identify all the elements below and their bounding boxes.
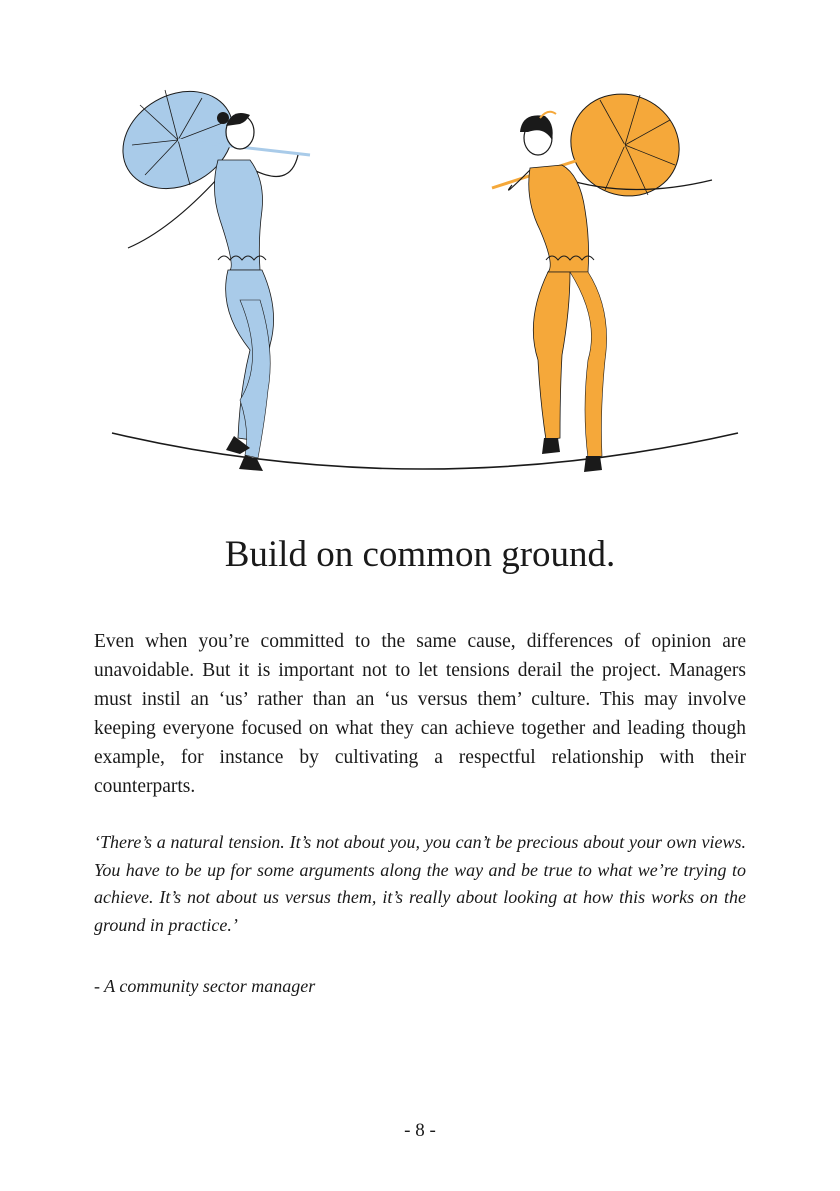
orange-tightrope-walker — [492, 76, 712, 472]
manager-quote: ‘There’s a natural tension. It’s not about you, you can’t be precious about your own views. You have to be up for some arguments along the way and be true to what we’re trying to achieve. It’s not about us versus them, it’s really about looking at how this works on the ground in practice.’ — [94, 832, 746, 935]
body-paragraph: Even when you’re committed to the same cause, differences of opinion are unavoidable. But it is important not to let tensions derail the project. Managers must instil an ‘us’ rather than an ‘us versus them’ culture. This may involve keeping everyone focused on what they can achieve together and leading though example, for instance by cultivating a respectful relationship with their counterparts. — [94, 631, 746, 797]
blue-parasol — [105, 72, 310, 208]
page-number: - 8 - — [404, 1120, 436, 1141]
orange-parasol — [492, 76, 696, 213]
tightrope-line — [112, 433, 738, 469]
blue-tightrope-walker — [105, 72, 310, 471]
quote-attribution: - A community sector manager — [94, 976, 316, 996]
page-heading: Build on common ground. — [224, 534, 616, 575]
tightrope-walkers-illustration — [100, 60, 750, 500]
